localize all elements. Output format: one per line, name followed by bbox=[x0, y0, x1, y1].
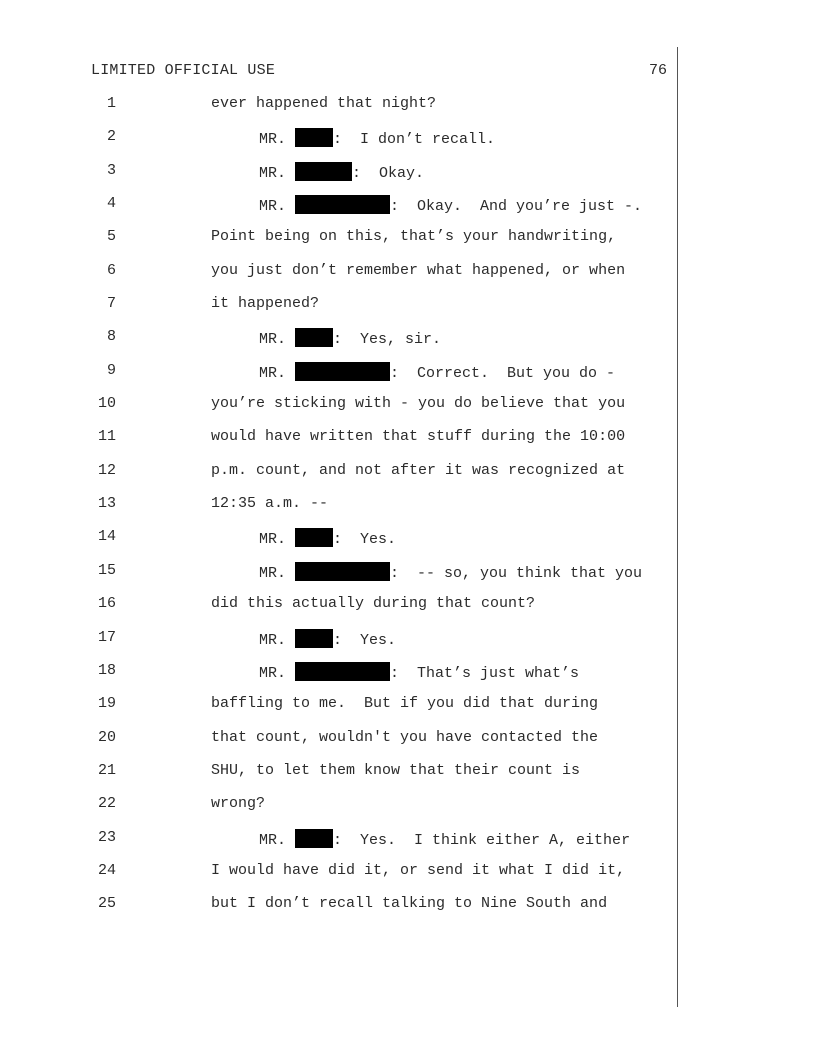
line-number: 4 bbox=[106, 195, 116, 213]
line-text: you just don’t remember what happened, or when bbox=[211, 261, 626, 279]
redaction-box bbox=[295, 629, 333, 648]
line-number: 25 bbox=[97, 895, 116, 913]
redaction-box bbox=[295, 328, 333, 347]
transcript-line bbox=[0, 894, 676, 927]
transcript-line bbox=[0, 661, 676, 694]
line-number: 19 bbox=[97, 695, 116, 713]
transcript-line bbox=[0, 561, 676, 594]
redaction-box bbox=[295, 662, 390, 681]
line-number: 15 bbox=[97, 561, 116, 579]
transcript-line bbox=[0, 394, 676, 427]
line-text: wrong? bbox=[211, 795, 266, 813]
line-text: MR. : Yes. bbox=[259, 629, 396, 650]
line-number: 10 bbox=[97, 395, 116, 413]
page-number: 76 bbox=[649, 62, 668, 79]
line-text: that count, wouldn't you have contacted the bbox=[211, 728, 599, 746]
line-number: 6 bbox=[106, 261, 116, 279]
line-number: 2 bbox=[106, 128, 116, 146]
line-text: p.m. count, and not after it was recognized at bbox=[211, 461, 626, 479]
line-text: 12:35 a.m. -- bbox=[211, 495, 329, 513]
line-number: 1 bbox=[106, 95, 116, 112]
transcript-line bbox=[0, 161, 676, 194]
line-number: 18 bbox=[97, 661, 116, 679]
line-text: Point being on this, that’s your handwriting, bbox=[211, 228, 617, 246]
line-text: MR. : I don’t recall. bbox=[259, 128, 495, 149]
transcript-line bbox=[0, 794, 676, 827]
redaction-box bbox=[295, 562, 390, 581]
line-text: MR. : Okay. And you’re just -. bbox=[259, 195, 642, 216]
line-number: 9 bbox=[106, 361, 116, 379]
redaction-box bbox=[295, 195, 390, 214]
line-text: baffling to me. But if you did that during bbox=[211, 695, 599, 713]
line-number: 24 bbox=[97, 861, 116, 879]
line-text: MR. : Correct. But you do - bbox=[259, 362, 615, 383]
transcript-line bbox=[0, 261, 676, 294]
line-number: 12 bbox=[97, 461, 116, 479]
line-text: would have written that stuff during the 10:00 bbox=[211, 428, 626, 446]
transcript-line bbox=[0, 361, 676, 394]
transcript-line bbox=[0, 828, 676, 861]
redaction-box bbox=[295, 128, 333, 147]
line-text: MR. : Okay. bbox=[259, 162, 424, 183]
line-number: 16 bbox=[97, 595, 116, 613]
transcript-line bbox=[0, 861, 676, 894]
transcript-line bbox=[0, 327, 676, 360]
line-text: MR. : Yes, sir. bbox=[259, 328, 441, 349]
line-number: 7 bbox=[106, 295, 116, 313]
line-text: did this actually during that count? bbox=[211, 595, 536, 613]
line-text: SHU, to let them know that their count is bbox=[211, 761, 581, 779]
line-text: but I don’t recall talking to Nine South and bbox=[211, 895, 608, 913]
line-number: 11 bbox=[97, 428, 116, 446]
transcript-lines bbox=[0, 94, 676, 928]
transcript-line bbox=[0, 461, 676, 494]
line-text: MR. : Yes. bbox=[259, 528, 396, 549]
line-number: 23 bbox=[97, 828, 116, 846]
transcript-line bbox=[0, 728, 676, 761]
redaction-box bbox=[295, 829, 333, 848]
line-text: it happened? bbox=[211, 295, 320, 313]
transcript-line bbox=[0, 628, 676, 661]
line-text: MR. : That’s just what’s bbox=[259, 662, 579, 683]
line-number: 14 bbox=[97, 528, 116, 546]
line-number: 22 bbox=[97, 795, 116, 813]
line-text: MR. : Yes. I think either A, either bbox=[259, 829, 630, 850]
margin-rule bbox=[677, 47, 678, 1007]
redaction-box bbox=[295, 362, 390, 381]
transcript-line bbox=[0, 127, 676, 160]
transcript-line bbox=[0, 527, 676, 560]
line-number: 8 bbox=[106, 328, 116, 346]
line-number: 13 bbox=[97, 495, 116, 513]
line-number: 5 bbox=[106, 228, 116, 246]
transcript-line bbox=[0, 227, 676, 260]
line-number: 3 bbox=[106, 161, 116, 179]
transcript-line bbox=[0, 594, 676, 627]
transcript-line bbox=[0, 294, 676, 327]
line-text: ever happened that night? bbox=[211, 95, 437, 112]
line-text: you’re sticking with - you do believe that you bbox=[211, 395, 626, 413]
line-text: MR. : -- so, you think that you bbox=[259, 562, 642, 583]
line-number: 20 bbox=[97, 728, 116, 746]
redaction-box bbox=[295, 162, 352, 181]
transcript-line bbox=[0, 494, 676, 527]
line-number: 21 bbox=[97, 761, 116, 779]
transcript-line bbox=[0, 761, 676, 794]
redaction-box bbox=[295, 528, 333, 547]
transcript-line bbox=[0, 694, 676, 727]
transcript-line bbox=[0, 427, 676, 460]
transcript-line bbox=[0, 94, 676, 127]
transcript-line bbox=[0, 194, 676, 227]
line-number: 17 bbox=[97, 628, 116, 646]
line-text: I would have did it, or send it what I did it, bbox=[211, 861, 626, 879]
classification-header: LIMITED OFFICIAL USE bbox=[91, 62, 276, 79]
